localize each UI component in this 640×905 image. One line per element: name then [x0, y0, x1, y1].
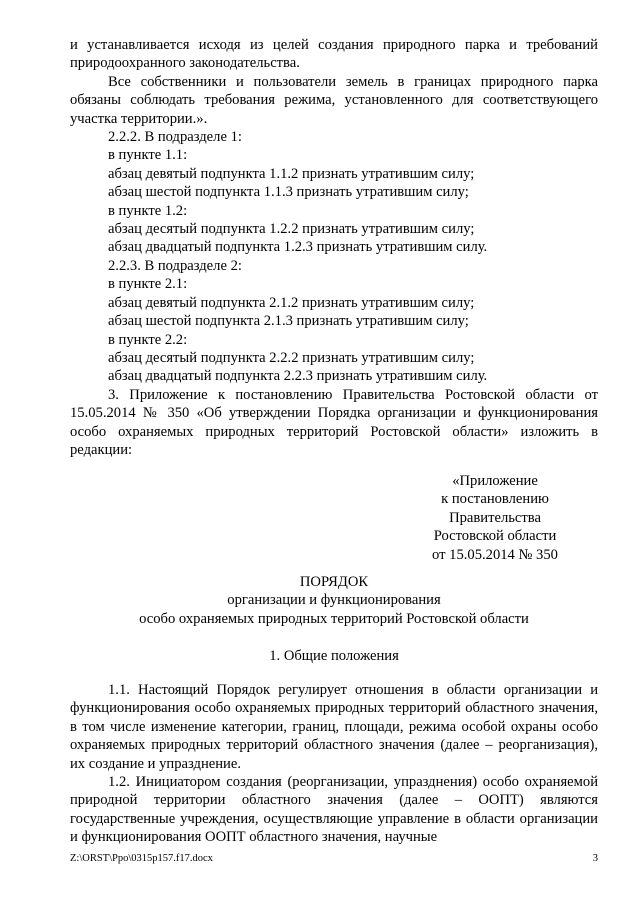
paragraph-1-2-2: абзац десятый подпункта 1.2.2 признать утратившим силу; [108, 221, 475, 238]
document-title [70, 573, 598, 628]
appendix-stamp [400, 472, 590, 564]
paragraph-1-1: 1.1. Настоящий Порядок регулирует отношения в области организации и функционирования особо охраняемых природных территорий областного значения, в том числе изменение категории, границ, площади, режима особой охраны особо охраняемых природных территорий областного значения (далее – реорганизация), их создание и упразднение. [70, 682, 598, 772]
paragraph-2-2-2-sub: абзац десятый подпункта 2.2.2 признать утратившим силу; [108, 349, 475, 366]
title-line-3: особо охраняемых природных территорий Ростовской области [139, 610, 529, 627]
section-body [70, 681, 598, 847]
paragraph-1-2-3: абзац двадцатый подпункта 1.2.3 признать утратившим силу. [108, 239, 488, 256]
appendix-line-3: Правительства [449, 509, 541, 526]
appendix-line-5: от 15.05.2014 № 350 [432, 546, 558, 563]
appendix-line-2: к постановлению [441, 491, 549, 508]
appendix-line-1: «Приложение [452, 473, 538, 489]
appendix-line-4: Ростовской области [433, 528, 557, 545]
paragraph-2-1-2: абзац девятый подпункта 2.1.2 признать утратившим силу; [108, 294, 475, 311]
document-body [70, 36, 598, 459]
footer-file-path: Z:\ORST\Ppo\0315p157.f17.docx [70, 853, 213, 864]
section-heading: 1. Общие положения [269, 648, 399, 664]
paragraph-item-2-2: в пункте 2.2: [108, 331, 188, 348]
paragraph-owners-obligation: Все собственники и пользователи земель в границах природного парка обязаны соблюдать требования режима, установленного для соответствующего участка территории.». [70, 73, 598, 127]
paragraph-item-1-1: в пункте 1.1: [108, 147, 188, 164]
paragraph-2-2-3: 2.2.3. В подразделе 2: [108, 257, 242, 274]
paragraph-2-2-3-sub: абзац двадцатый подпункта 2.2.3 признать утратившим силу. [108, 368, 488, 385]
paragraph-1-1-2: абзац девятый подпункта 1.1.2 признать утратившим силу; [108, 165, 475, 182]
title-line-2: организации и функционирования [227, 592, 441, 609]
paragraph-item-1-2: в пункте 1.2: [108, 202, 188, 219]
paragraph-2-1-3: абзац шестой подпункта 2.1.3 признать утратившим силу; [108, 313, 469, 330]
paragraph-continuation: и устанавливается исходя из целей создания природного парка и требований природоохранного законодательства. [70, 37, 598, 72]
footer-page-number: 3 [592, 853, 598, 864]
title-line-1: ПОРЯДОК [299, 574, 369, 590]
paragraph-2-2-2: 2.2.2. В подразделе 1: [108, 129, 242, 146]
paragraph-1-1-3: абзац шестой подпункта 1.1.3 признать утратившим силу; [108, 184, 469, 201]
paragraph-item-2-1: в пункте 2.1: [108, 276, 188, 293]
paragraph-appendix-amendment: 3. Приложение к постановлению Правительства Ростовской области от 15.05.2014 № 350 «Об утверждении Порядка организации и функционирования особо охраняемых природных территорий Ростовской области» изложить в редакции: [70, 386, 598, 458]
paragraph-1-2: 1.2. Инициатором создания (реорганизации, упразднения) особо охраняемой природной территории областного значения (далее – ООПТ) являются государственные учреждения, осуществляющие управление в области организации и функционирования ООПТ областного значения, научные [70, 774, 598, 846]
